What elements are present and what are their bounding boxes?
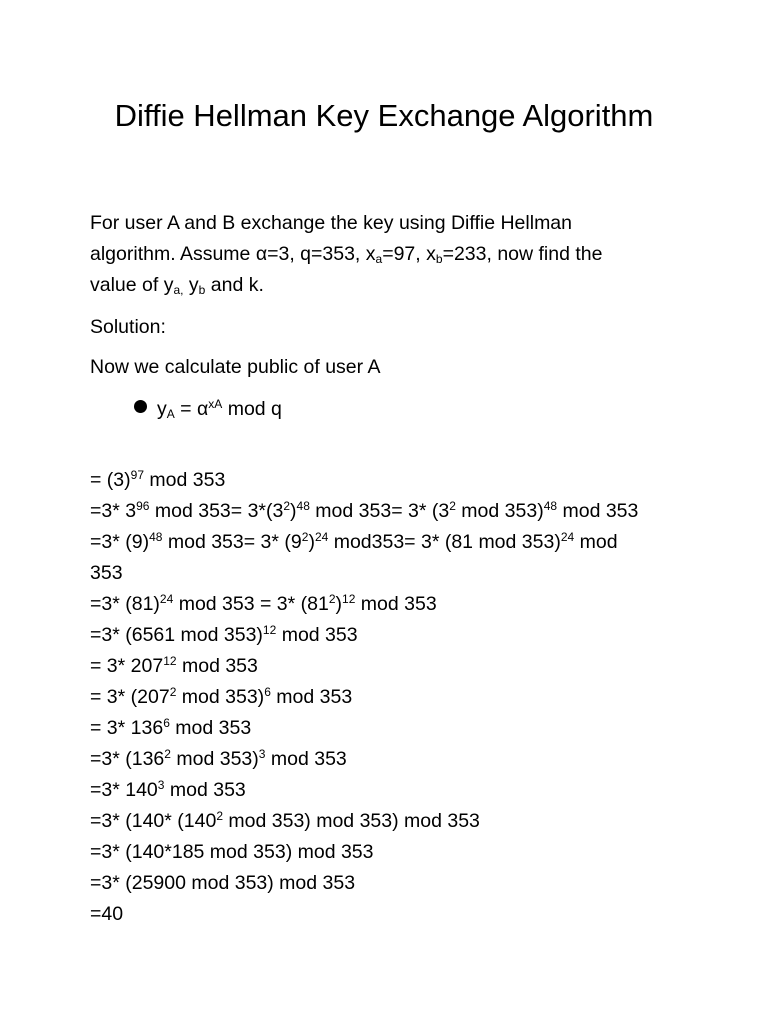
text-run: mod 353= 3* (9 xyxy=(162,531,302,553)
superscript: 97 xyxy=(130,468,144,482)
solution-label: Solution: xyxy=(90,316,166,338)
subscript: A xyxy=(166,407,175,421)
calculation-intro: Now we calculate public of user A xyxy=(90,356,381,378)
text-run: = (3) xyxy=(90,469,131,491)
superscript: 24 xyxy=(560,530,575,544)
subscript: a, xyxy=(173,283,184,297)
step-line: 353 xyxy=(90,562,123,584)
step-line: =3* (140*185 mod 353) mod 353 xyxy=(90,841,374,863)
superscript: 6 xyxy=(163,716,170,730)
subscript: a xyxy=(375,252,383,266)
text-run: algorithm. Assume α=3, q=353, x xyxy=(90,243,376,265)
text-run: mod 353= 3*(3 xyxy=(149,500,284,522)
superscript: 2 xyxy=(449,499,456,513)
problem-line: For user A and B exchange the key using Diffie Hellman xyxy=(90,212,572,234)
problem-statement xyxy=(90,208,690,301)
text-run: mod 353) xyxy=(176,686,265,708)
text-run: ) xyxy=(335,593,343,615)
superscript: 96 xyxy=(136,499,150,513)
superscript: 2 xyxy=(169,685,177,699)
superscript: 12 xyxy=(163,654,177,668)
text-run: = 3* (207 xyxy=(90,686,170,708)
superscript: 12 xyxy=(342,592,356,606)
superscript: 2 xyxy=(283,499,291,513)
text-run: mod 353) xyxy=(170,748,259,770)
text-run: mod 353 xyxy=(276,624,358,646)
text-run: mod 353 = 3* (81 xyxy=(173,593,329,615)
superscript: 48 xyxy=(296,499,310,513)
text-run: =3* (136 xyxy=(90,748,165,770)
text-run: = α xyxy=(174,398,209,420)
bullet-icon xyxy=(134,400,147,413)
problem-line xyxy=(90,239,690,270)
step-line xyxy=(90,651,638,682)
text-run: mod 353 xyxy=(164,779,246,801)
calculation-steps xyxy=(90,434,638,961)
step-line xyxy=(90,682,638,713)
superscript: 6 xyxy=(264,685,271,699)
text-run: mod 353= 3* (3 xyxy=(309,500,450,522)
text-run: = 3* 136 xyxy=(90,717,164,739)
superscript: xA xyxy=(208,397,223,411)
text-run: =3* 3 xyxy=(90,500,137,522)
text-run: value of y xyxy=(90,274,174,296)
text-run: mod 353 xyxy=(557,500,639,522)
text-run: mod353= 3* (81 mod 353) xyxy=(328,531,561,553)
subscript: b xyxy=(435,252,443,266)
text-run: mod q xyxy=(222,398,282,420)
text-run: =97, x xyxy=(382,243,436,265)
text-run: =3* 140 xyxy=(90,779,158,801)
superscript: 3 xyxy=(157,778,165,792)
text-run: =233, now find the xyxy=(442,243,603,265)
text-run: =3* (6561 mod 353) xyxy=(90,624,263,646)
superscript: 24 xyxy=(314,530,329,544)
step-line xyxy=(90,744,638,775)
step-line: =40 xyxy=(90,903,124,925)
superscript: 2 xyxy=(328,592,336,606)
text-run: y xyxy=(157,398,167,420)
superscript: 3 xyxy=(258,747,266,761)
superscript: 12 xyxy=(262,623,277,637)
text-run: mod 353 xyxy=(270,686,353,708)
step-line: =3* (25900 mod 353) mod 353 xyxy=(90,872,356,894)
step-line xyxy=(90,465,638,496)
text-run: mod 353 xyxy=(176,655,258,677)
step-line xyxy=(90,496,638,527)
text-run: ) xyxy=(290,500,297,522)
text-run: mod 353) mod 353) mod 353 xyxy=(223,810,480,832)
text-run: mod 353 xyxy=(355,593,437,615)
formula-bullet xyxy=(134,396,282,422)
problem-line xyxy=(90,270,690,301)
text-run: ) xyxy=(308,531,315,553)
text-run: mod xyxy=(574,531,618,553)
superscript: 48 xyxy=(543,499,558,513)
step-line xyxy=(90,589,638,620)
superscript: 24 xyxy=(159,592,174,606)
text-run: =3* (81) xyxy=(90,593,160,615)
superscript: 48 xyxy=(149,530,163,544)
text-run: =3* (9) xyxy=(90,531,150,553)
text-run: mod 353 xyxy=(169,717,252,739)
page-title: Diffie Hellman Key Exchange Algorithm xyxy=(114,98,654,133)
superscript: 2 xyxy=(216,809,223,823)
superscript: 2 xyxy=(301,530,309,544)
step-line xyxy=(90,620,638,651)
step-line xyxy=(90,775,638,806)
text-run: =3* (140* (140 xyxy=(90,810,217,832)
text-run: and k. xyxy=(205,274,264,296)
text-run: mod 353 xyxy=(144,469,226,491)
text-run: = 3* 207 xyxy=(90,655,164,677)
text-run: y xyxy=(183,274,199,296)
step-line xyxy=(90,527,638,558)
subscript: b xyxy=(198,283,206,297)
step-line xyxy=(90,713,638,744)
superscript: 2 xyxy=(164,747,171,761)
step-line xyxy=(90,806,638,837)
text-run: mod 353 xyxy=(265,748,347,770)
text-run: mod 353) xyxy=(455,500,544,522)
